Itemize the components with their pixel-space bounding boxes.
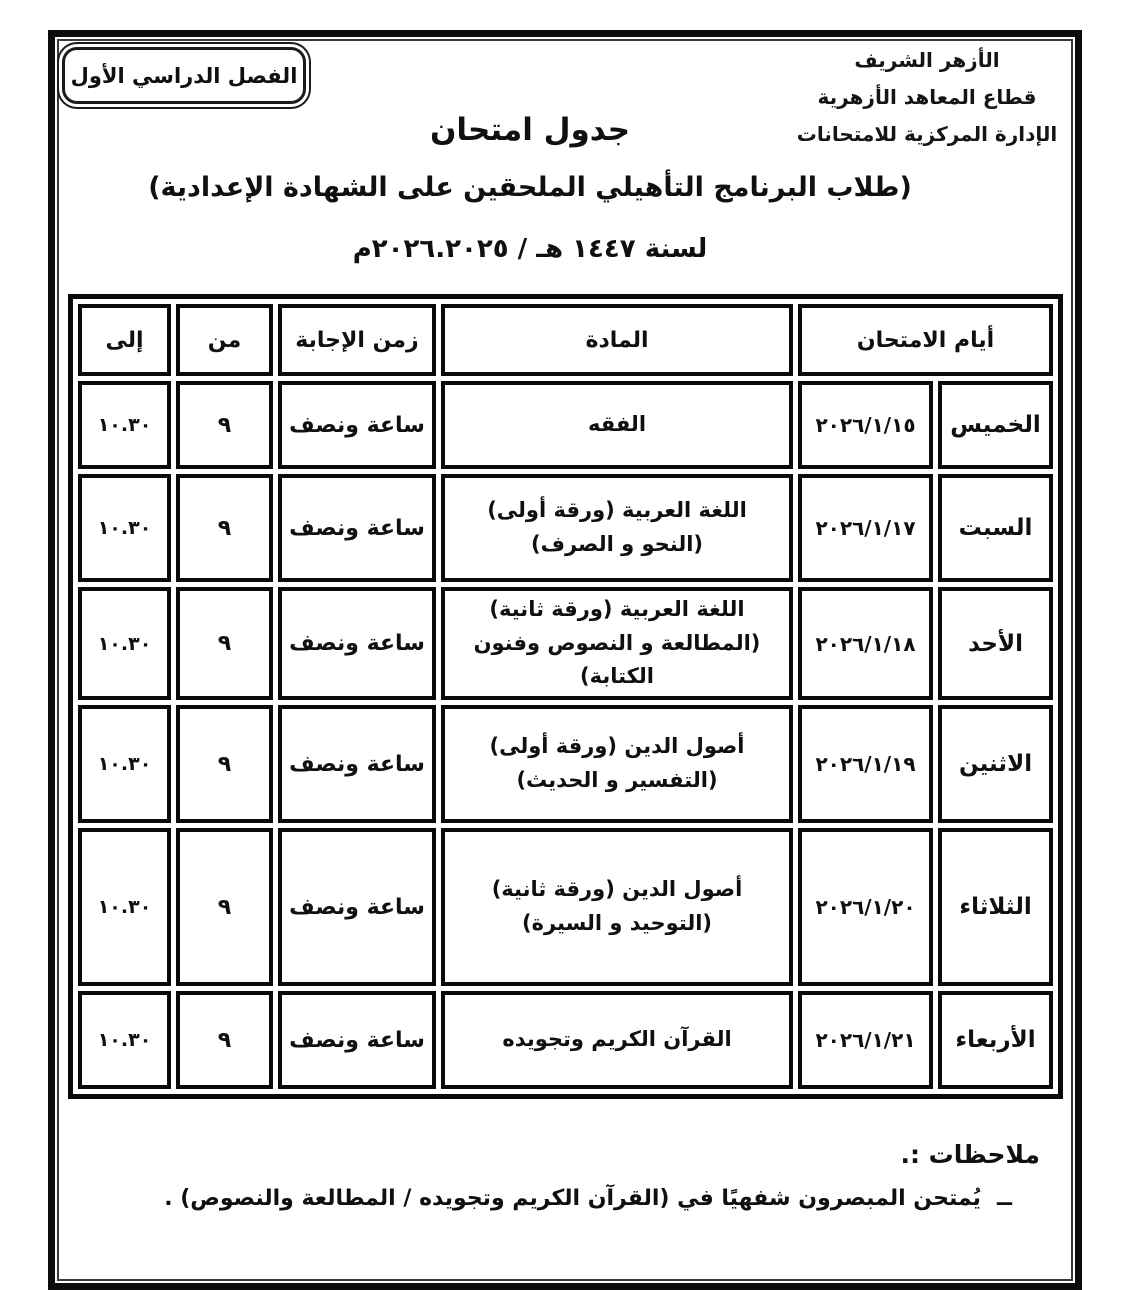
note-text: يُمتحن المبصرون شفهيًا في (القرآن الكريم وتجويده / المطالعة والنصوص) . — [164, 1186, 981, 1211]
note-item — [164, 1186, 1012, 1211]
subject-cell — [441, 828, 793, 986]
document-subtitle: (طلاب البرنامج التأهيلي الملحقين على الشهادة الإعدادية) — [148, 172, 912, 203]
subject-line1: أصول الدين (ورقة ثانية) — [491, 877, 743, 902]
subject-line2: (التوحيد و السيرة) — [521, 911, 712, 935]
header-exam-days: أيام الامتحان — [798, 304, 1053, 376]
table-row — [78, 828, 1053, 986]
date-cell: ٢٠٢٦/١/١٩ — [798, 705, 933, 823]
subject-cell — [441, 587, 793, 700]
note-bullet-dash: ــ — [996, 1186, 1012, 1211]
from-cell: ٩ — [176, 474, 273, 582]
date-cell: ٢٠٢٦/١/٢٠ — [798, 828, 933, 986]
duration-cell: ساعة ونصف — [278, 705, 436, 823]
semester-stamp — [62, 47, 306, 104]
subject-line1: اللغة العربية (ورقة ثانية) — [489, 597, 745, 622]
table-row — [78, 705, 1053, 823]
from-cell: ٩ — [176, 381, 273, 469]
org-name-line1: الأزهر الشريف — [854, 48, 1000, 72]
academic-year-line: لسنة ١٤٤٧ هـ / ٢٠٢٦.٢٠٢٥م — [352, 234, 708, 264]
day-cell: الثلاثاء — [938, 828, 1053, 986]
to-cell: ١٠.٣٠ — [78, 474, 171, 582]
date-cell: ٢٠٢٦/١/١٧ — [798, 474, 933, 582]
duration-cell: ساعة ونصف — [278, 381, 436, 469]
table-row — [78, 991, 1053, 1089]
subject-cell — [441, 705, 793, 823]
day-cell: السبت — [938, 474, 1053, 582]
date-cell: ٢٠٢٦/١/١٥ — [798, 381, 933, 469]
table-row — [78, 381, 1053, 469]
duration-cell: ساعة ونصف — [278, 587, 436, 700]
from-cell: ٩ — [176, 828, 273, 986]
header-subject: المادة — [441, 304, 793, 376]
table-row — [78, 474, 1053, 582]
day-cell: الاثنين — [938, 705, 1053, 823]
notes-heading: ملاحظات :. — [900, 1140, 1040, 1169]
day-cell: الخميس — [938, 381, 1053, 469]
subject-line1: اللغة العربية (ورقة أولى) — [487, 498, 747, 523]
subject-line2: (التفسير و الحديث) — [516, 768, 718, 792]
subject-line1: أصول الدين (ورقة أولى) — [489, 734, 745, 759]
header-duration: زمن الإجابة — [278, 304, 436, 376]
subject-cell — [441, 381, 793, 469]
to-cell: ١٠.٣٠ — [78, 705, 171, 823]
date-cell: ٢٠٢٦/١/٢١ — [798, 991, 933, 1089]
to-cell: ١٠.٣٠ — [78, 587, 171, 700]
duration-cell: ساعة ونصف — [278, 991, 436, 1089]
to-cell: ١٠.٣٠ — [78, 381, 171, 469]
from-cell: ٩ — [176, 991, 273, 1089]
table-row — [78, 587, 1053, 700]
subject-line1: الفقه — [587, 412, 647, 437]
subject-line2: (المطالعة و النصوص وفنون الكتابة) — [473, 630, 761, 689]
from-cell: ٩ — [176, 705, 273, 823]
day-cell: الأربعاء — [938, 991, 1053, 1089]
duration-cell: ساعة ونصف — [278, 828, 436, 986]
subject-cell — [441, 991, 793, 1089]
org-name-line2: قطاع المعاهد الأزهرية — [817, 85, 1037, 109]
to-cell: ١٠.٣٠ — [78, 828, 171, 986]
duration-cell: ساعة ونصف — [278, 474, 436, 582]
from-cell: ٩ — [176, 587, 273, 700]
header-to: إلى — [78, 304, 171, 376]
document-title: جدول امتحان — [429, 112, 631, 148]
subject-line1: القرآن الكريم وتجويده — [502, 1027, 732, 1052]
table-header-row — [78, 304, 1053, 376]
day-cell: الأحد — [938, 587, 1053, 700]
subject-line2: (النحو و الصرف) — [530, 532, 704, 556]
subject-cell — [441, 474, 793, 582]
to-cell: ١٠.٣٠ — [78, 991, 171, 1089]
semester-stamp-label: الفصل الدراسي الأول — [70, 63, 298, 88]
exam-schedule-table — [68, 294, 1063, 1099]
date-cell: ٢٠٢٦/١/١٨ — [798, 587, 933, 700]
org-name-line3: الإدارة المركزية للامتحانات — [796, 122, 1058, 146]
header-from: من — [176, 304, 273, 376]
